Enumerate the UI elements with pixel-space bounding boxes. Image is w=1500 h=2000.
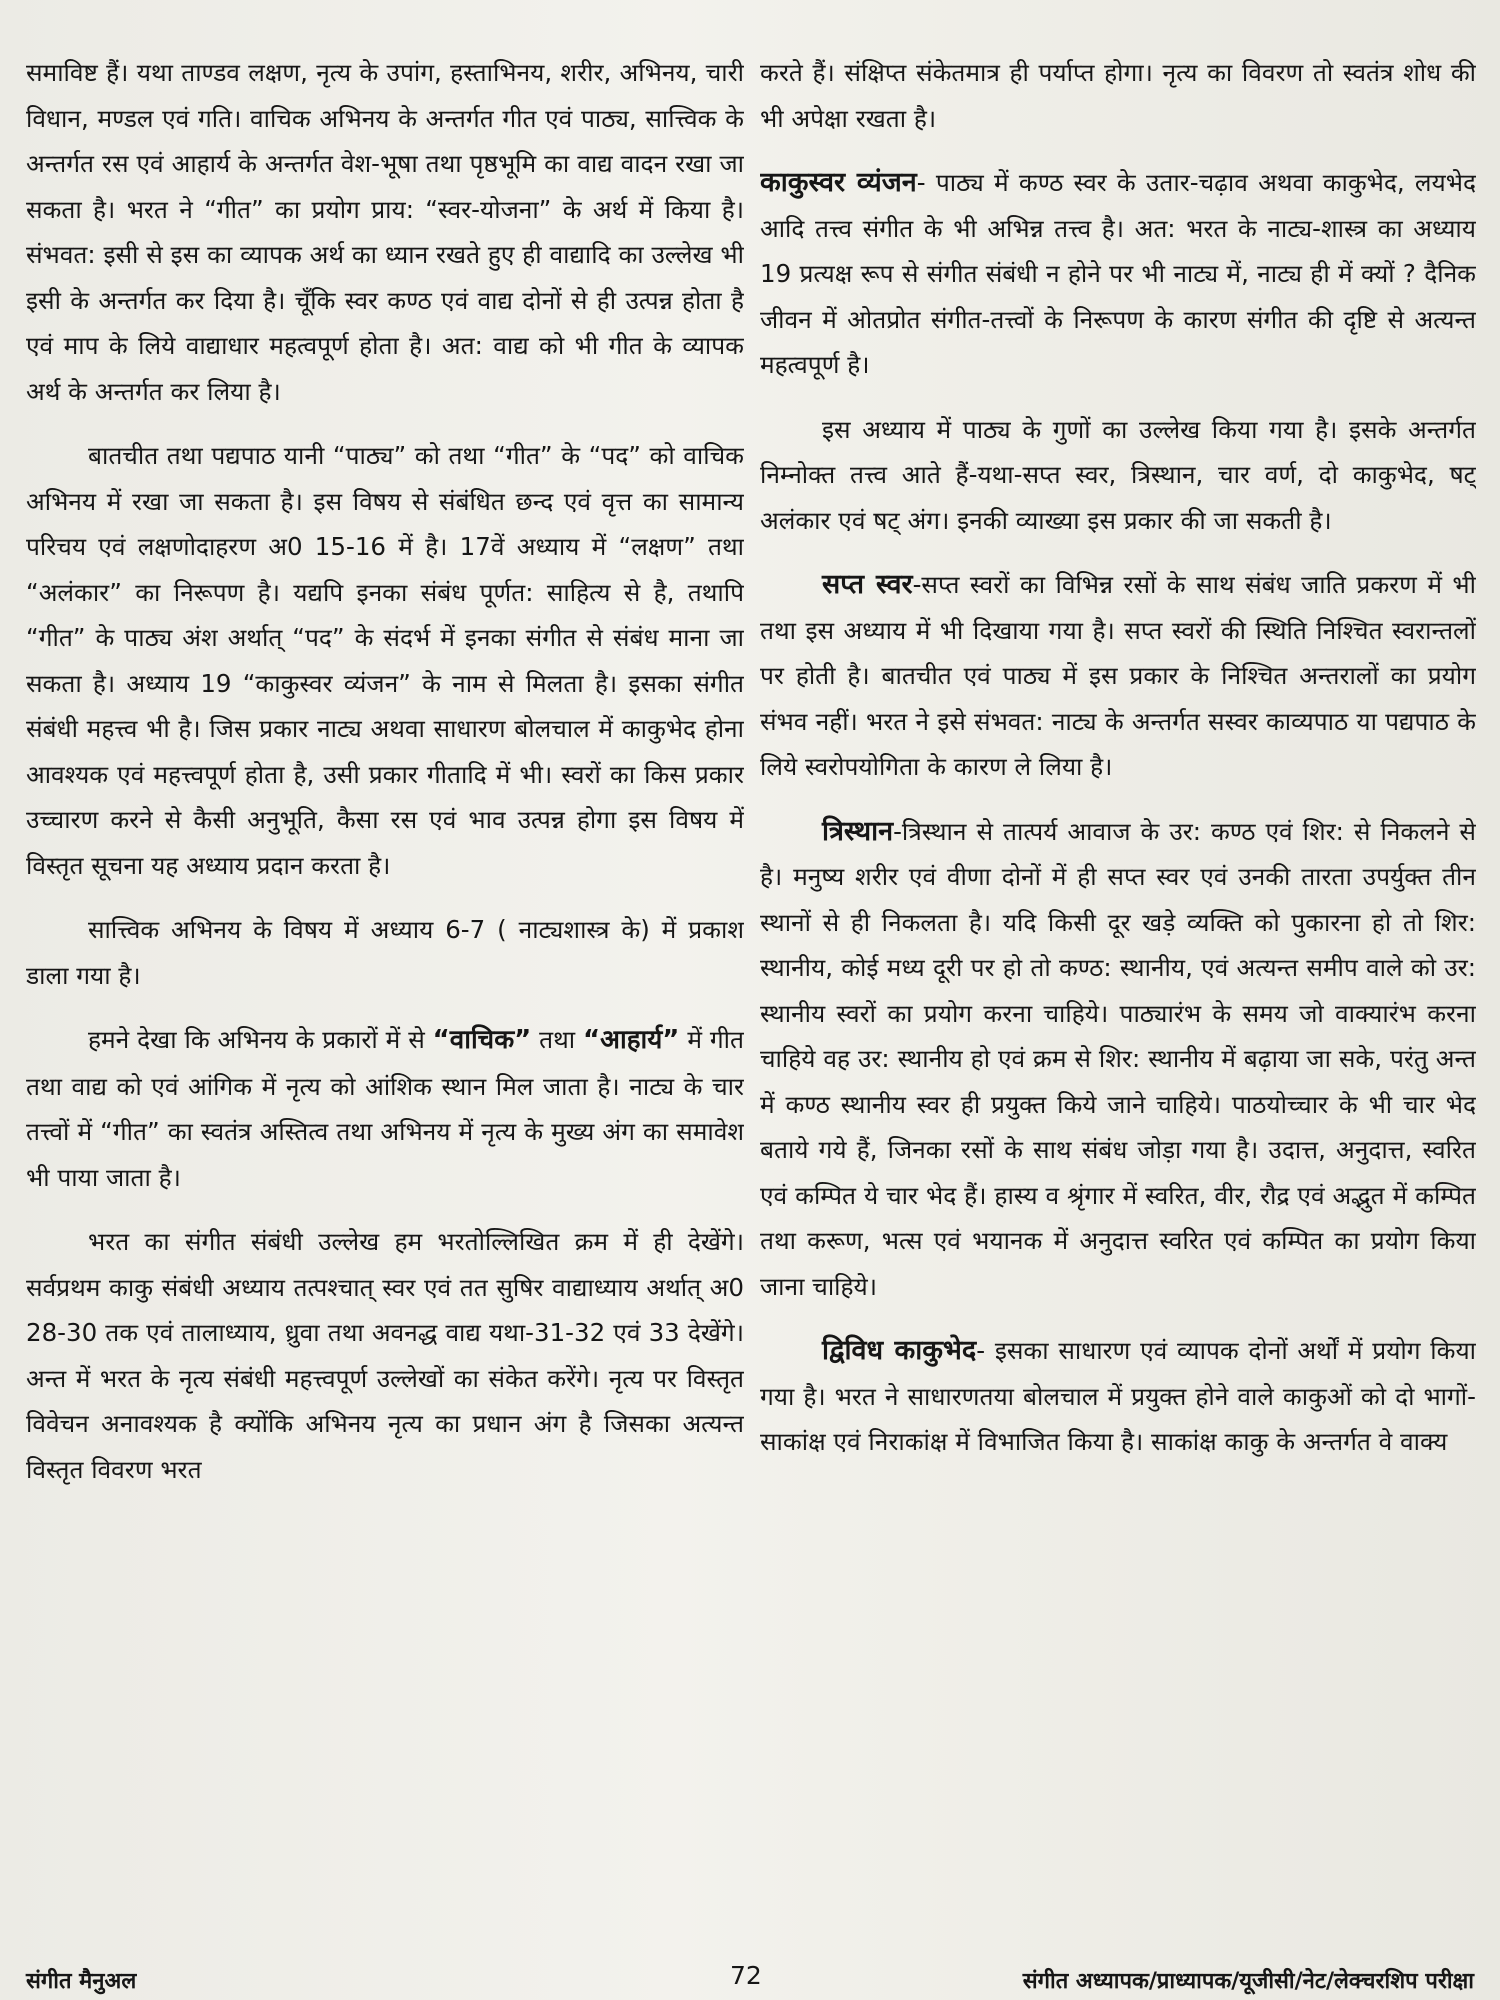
section-text: - इसका साधारण एवं व्यापक दोनों अर्थों में प्रयोग किया गया है। भरत ने साधारणतया बोलचाल में प्रयुक्त होने वाले काकुओं को दो भागों-साकांक्ष एवं निराकांक्ष में विभाजित किया है। साकांक्ष काकु के अन्तर्गत वे वाक्य	[760, 1336, 1476, 1456]
paragraph: भरत का संगीत संबंधी उल्लेख हम भरतोल्लिखित क्रम में ही देखेंगे। सर्वप्रथम काकु संबंधी अध्याय तत्पश्चात् स्वर एवं तत सुषिर वाद्याध्याय अर्थात् अ0 28-30 तक एवं तालाध्याय, ध्रुवा तथा अवनद्ध वाद्य यथा-31-32 एवं 33 देखेंगे। अन्त में भरत के नृत्य संबंधी महत्त्वपूर्ण उल्लेखों का संकेत करेंगे। नृत्य पर विस्तृत विवेचन अनावश्यक है क्योंकि अभिनय नृत्य का प्रधान अंग है जिसका अत्यन्त विस्तृत विवरण भरत	[26, 1227, 744, 1484]
section-tristhan	[760, 809, 1476, 1310]
paragraph: सात्त्विक अभिनय के विषय में अध्याय 6-7 ( नाट्यशास्त्र के) में प्रकाश डाला गया है।	[26, 915, 744, 990]
paragraph-text: हमने देखा कि अभिनय के प्रकारों में से	[88, 1025, 433, 1054]
paragraph: समाविष्ट हैं। यथा ताण्डव लक्षण, नृत्य के उपांग, हस्ताभिनय, शरीर, अभिनय, चारी विधान, मण्डल एवं गति। वाचिक अभिनय के अन्तर्गत गीत एवं पाठ्य, सात्त्विक के अन्तर्गत रस एवं आहार्य के अन्तर्गत वेश-भूषा तथा पृष्ठभूमि का वाद्य वादन रखा जा सकता है। भरत ने “गीत” का प्रयोग प्राय: “स्वर-योजना” के अर्थ में किया है। संभवत: इसी से इस का व्यापक अर्थ का ध्यान रखते हुए ही वाद्यादि का उल्लेख भी इसी के अन्तर्गत कर दिया है। चूँकि स्वर कण्ठ एवं वाद्य दोनों से ही उत्पन्न होता है एवं माप के लिये वाद्याधार महत्वपूर्ण होता है। अत: वाद्य को भी गीत के व्यापक अर्थ के अन्तर्गत कर लिया है।	[26, 58, 744, 406]
paragraph-text: में गीत तथा वाद्य को एवं आंगिक में नृत्य को आंशिक स्थान मिल जाता है। नाट्य के चार तत्त्वों में “गीत” का स्वतंत्र अस्तित्व तथा अभिनय में नृत्य के मुख्य अंग का समावेश भी पाया जाता है।	[26, 1025, 744, 1192]
section-text: -त्रिस्थान से तात्पर्य आवाज के उर: कण्ठ एवं शिर: से निकलने से है। मनुष्य शरीर एवं वीणा दोनों में ही सप्त स्वर एवं उनकी तारता उपर्युक्त तीन स्थानों से ही निकलता है। यदि किसी दूर खड़े व्यक्ति को पुकारना हो तो शिर: स्थानीय, कोई मध्य दूरी पर हो तो कण्ठ: स्थानीय, एवं अत्यन्त समीप वाले को उर: स्थानीय स्वरों का प्रयोग करना चाहिये। पाठ्यारंभ के समय जो वाक्यारंभ करना चाहिये वह उर: स्थानीय हो एवं क्रम से शिर: स्थानीय में बढ़ाया जा सके, परंतु अन्त में कण्ठ स्थानीय स्वर ही प्रयुक्त किये जाने चाहिये। पाठयोच्चार के भी चार भेद बताये गये हैं, जिनका रसों के साथ संबंध जोड़ा गया है। उदात्त, अनुदात्त, स्वरित एवं कम्पित ये चार भेद हैं। हास्य व श्रृंगार में स्वरित, वीर, रौद्र एवं अद्भुत में कम्पित तथा करूण, भत्स एवं भयानक में अनुदात्त स्वरित एवं कम्पित का प्रयोग किया जाना चाहिये।	[760, 816, 1476, 1301]
paragraph: करते हैं। संक्षिप्त संकेतमात्र ही पर्याप्त होगा। नृत्य का विवरण तो स्वतंत्र शोध की भी अपेक्षा रखता है।	[760, 58, 1476, 133]
section-heading: काकुस्वर व्यंजन	[760, 167, 917, 198]
section-heading: द्विविध काकुभेद	[822, 1335, 977, 1366]
right-column	[760, 50, 1476, 1910]
paragraph-text: तथा	[531, 1025, 584, 1054]
section-kakuswar	[760, 160, 1476, 388]
paragraph: इस अध्याय में पाठ्य के गुणों का उल्लेख किया गया है। इसके अन्तर्गत निम्नोक्त तत्त्व आते हैं-यथा-सप्त स्वर, त्रिस्थान, चार वर्ण, दो काकुभेद, षट् अलंकार एवं षट् अंग। इनकी व्याख्या इस प्रकार की जा सकती है।	[760, 414, 1476, 535]
section-sapt-swar	[760, 562, 1476, 790]
left-column	[26, 50, 744, 1910]
bold-term-aaharya: “आहार्य”	[583, 1025, 680, 1055]
bold-term-vachik: “वाचिक”	[432, 1025, 532, 1055]
page-footer	[0, 1961, 1500, 1995]
section-heading: त्रिस्थान	[822, 815, 894, 847]
footer-exam-title: संगीत अध्यापक/प्राध्यापक/यूजीसी/नेट/लेक्चरशिप परीक्षा	[1022, 1969, 1474, 1994]
section-dvividh-kakubhed	[760, 1328, 1476, 1465]
section-text: - पाठ्य में कण्ठ स्वर के उतार-चढ़ाव अथवा काकुभेद, लयभेद आदि तत्त्व संगीत के भी अभिन्न तत्त्व है। अत: भरत के नाट्य-शास्त्र का अध्याय 19 प्रत्यक्ष रूप से संगीत संबंधी न होने पर भी नाट्य में, नाट्य ही में क्यों ? दैनिक जीवन में ओतप्रोत संगीत-तत्त्वों के निरूपण के कारण संगीत की दृष्टि से अत्यन्त महत्वपूर्ण है।	[760, 168, 1476, 379]
paragraph	[26, 1017, 744, 1200]
page-number: 72	[730, 1961, 762, 1990]
paragraph: बातचीत तथा पद्यपाठ यानी “पाठ्य” को तथा “गीत” के “पद” को वाचिक अभिनय में रखा जा सकता है। इस विषय से संबंधित छन्द एवं वृत्त का सामान्य परिचय एवं लक्षणोदाहरण अ0 15-16 में है। 17वें अध्याय में “लक्षण” तथा “अलंकार” का निरूपण है। यद्यपि इनका संबंध पूर्णत: साहित्य से है, तथापि “गीत” के पाठ्य अंश अर्थात् “पद” के संदर्भ में इनका संगीत से संबंध माना जा सकता है। अध्याय 19 “काकुस्वर व्यंजन” के नाम से मिलता है। इसका संगीत संबंधी महत्त्व भी है। जिस प्रकार नाट्य अथवा साधारण बोलचाल में काकुभेद होना आवश्यक एवं महत्त्वपूर्ण होता है, उसी प्रकार गीतादि में भी। स्वरों का किस प्रकार उच्चारण करने से कैसी अनुभूति, कैसा रस एवं भाव उत्पन्न होगा इस विषय में विस्तृत सूचना यह अध्याय प्रदान करता है।	[26, 441, 744, 880]
section-text: -सप्त स्वरों का विभिन्न रसों के साथ संबंध जाति प्रकरण में भी तथा इस अध्याय में भी दिखाया गया है। सप्त स्वरों की स्थिति निश्चित स्वरान्तलों पर होती है। बातचीत एवं पाठ्य में इस प्रकार के निश्चित अन्तरालों का प्रयोग संभव नहीं। भरत ने इसे संभवत: नाट्य के अन्तर्गत सस्वर काव्यपाठ या पद्यपाठ के लिये स्वरोपयोगिता के कारण ले लिया है।	[760, 570, 1476, 781]
section-heading: सप्त स्वर	[822, 569, 913, 600]
footer-book-title: संगीत मैनुअल	[26, 1969, 137, 1994]
